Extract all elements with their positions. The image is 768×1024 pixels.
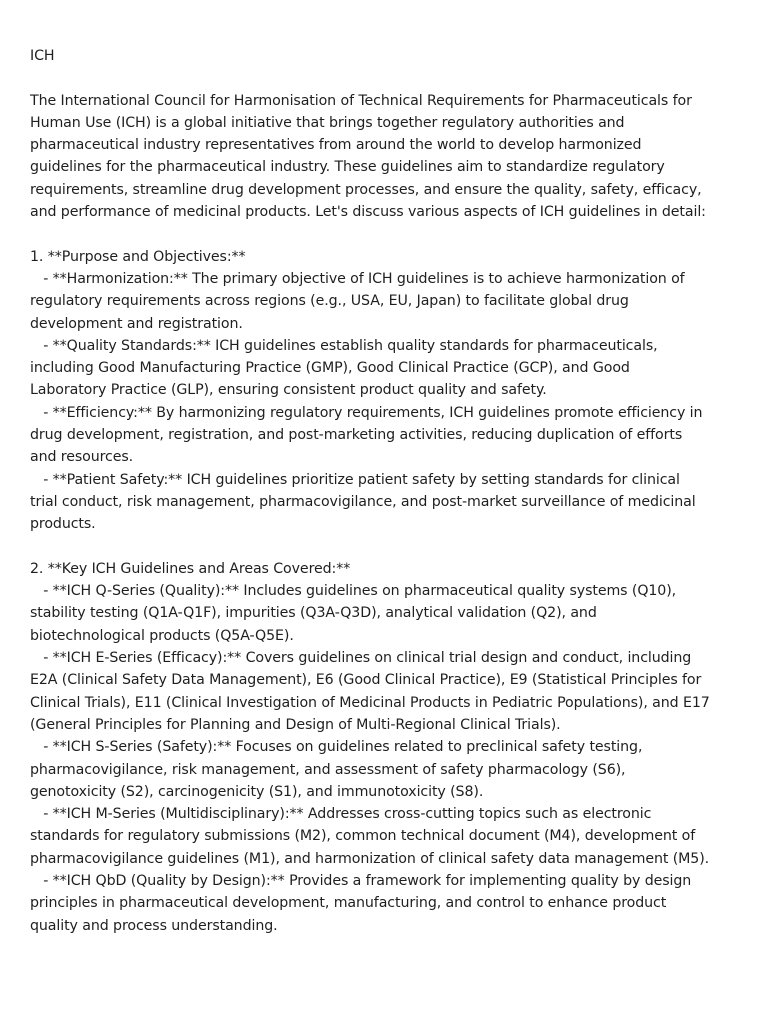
text-line: trial conduct, risk management, pharmacovigilance, and post-market surveillance of medicinal bbox=[30, 493, 696, 510]
text-line: products. bbox=[30, 516, 96, 533]
text-line: The International Council for Harmonisation of Technical Requirements for Pharmaceuticals for bbox=[30, 92, 692, 109]
text-line: - **ICH S-Series (Safety):** Focuses on guidelines related to preclinical safety testing, bbox=[30, 739, 643, 756]
section-key-guidelines bbox=[30, 558, 742, 937]
text-line: - **Quality Standards:** ICH guidelines establish quality standards for pharmaceuticals, bbox=[30, 337, 658, 354]
text-line: Human Use (ICH) is a global initiative that brings together regulatory authorities and bbox=[30, 114, 625, 131]
spacer bbox=[30, 223, 742, 245]
text-line: Laboratory Practice (GLP), ensuring consistent product quality and safety. bbox=[30, 382, 547, 399]
section-heading: 2. **Key ICH Guidelines and Areas Covered:** bbox=[30, 560, 351, 577]
text-line: drug development, registration, and post-marketing activities, reducing duplication of efforts bbox=[30, 427, 683, 444]
section-purpose-objectives bbox=[30, 246, 742, 536]
text-line: principles in pharmaceutical development, manufacturing, and control to enhance product bbox=[30, 895, 667, 912]
text-line: - **ICH M-Series (Multidisciplinary):** Addresses cross-cutting topics such as electronic bbox=[30, 806, 652, 823]
text-line: - **ICH E-Series (Efficacy):** Covers guidelines on clinical trial design and conduct, including bbox=[30, 650, 692, 667]
document-title: ICH bbox=[30, 48, 55, 64]
text-line: - **Harmonization:** The primary objective of ICH guidelines is to achieve harmonization of bbox=[30, 270, 685, 287]
document-body bbox=[30, 45, 742, 937]
text-line: - **ICH QbD (Quality by Design):** Provides a framework for implementing quality by design bbox=[30, 872, 692, 889]
text-line: and performance of medicinal products. Let's discuss various aspects of ICH guidelines in detail: bbox=[30, 204, 706, 221]
text-line: regulatory requirements across regions (e.g., USA, EU, Japan) to facilitate global drug bbox=[30, 293, 629, 310]
text-line: pharmaceutical industry representatives from around the world to develop harmonized bbox=[30, 137, 642, 154]
text-line: guidelines for the pharmaceutical industry. These guidelines aim to standardize regulatory bbox=[30, 159, 665, 176]
text-line: pharmacovigilance, risk management, and assessment of safety pharmacology (S6), bbox=[30, 761, 626, 778]
text-line: (General Principles for Planning and Design of Multi-Regional Clinical Trials). bbox=[30, 716, 561, 733]
text-line: and resources. bbox=[30, 449, 134, 466]
text-line: stability testing (Q1A-Q1F), impurities (Q3A-Q3D), analytical validation (Q2), and bbox=[30, 605, 597, 622]
text-line: biotechnological products (Q5A-Q5E). bbox=[30, 627, 294, 644]
spacer bbox=[30, 536, 742, 558]
spacer bbox=[30, 67, 742, 89]
text-line: E2A (Clinical Safety Data Management), E6 (Good Clinical Practice), E9 (Statistical Principles for bbox=[30, 672, 702, 689]
intro-paragraph bbox=[30, 90, 742, 224]
text-line: - **Patient Safety:** ICH guidelines prioritize patient safety by setting standards for clinical bbox=[30, 471, 680, 488]
text-line: - **ICH Q-Series (Quality):** Includes guidelines on pharmaceutical quality systems (Q10), bbox=[30, 583, 677, 600]
text-line: Clinical Trials), E11 (Clinical Investigation of Medicinal Products in Pediatric Populations), and E17 bbox=[30, 694, 710, 711]
text-line: development and registration. bbox=[30, 315, 243, 332]
section-heading: 1. **Purpose and Objectives:** bbox=[30, 248, 246, 265]
text-line: pharmacovigilance guidelines (M1), and harmonization of clinical safety data management (M5). bbox=[30, 850, 710, 867]
text-line: including Good Manufacturing Practice (GMP), Good Clinical Practice (GCP), and Good bbox=[30, 360, 630, 377]
text-line: requirements, streamline drug development processes, and ensure the quality, safety, efficacy, bbox=[30, 181, 702, 198]
text-line: standards for regulatory submissions (M2), common technical document (M4), development of bbox=[30, 828, 696, 845]
text-line: - **Efficiency:** By harmonizing regulatory requirements, ICH guidelines promote efficiency in bbox=[30, 404, 703, 421]
text-line: genotoxicity (S2), carcinogenicity (S1), and immunotoxicity (S8). bbox=[30, 783, 484, 800]
text-line: quality and process understanding. bbox=[30, 917, 278, 934]
